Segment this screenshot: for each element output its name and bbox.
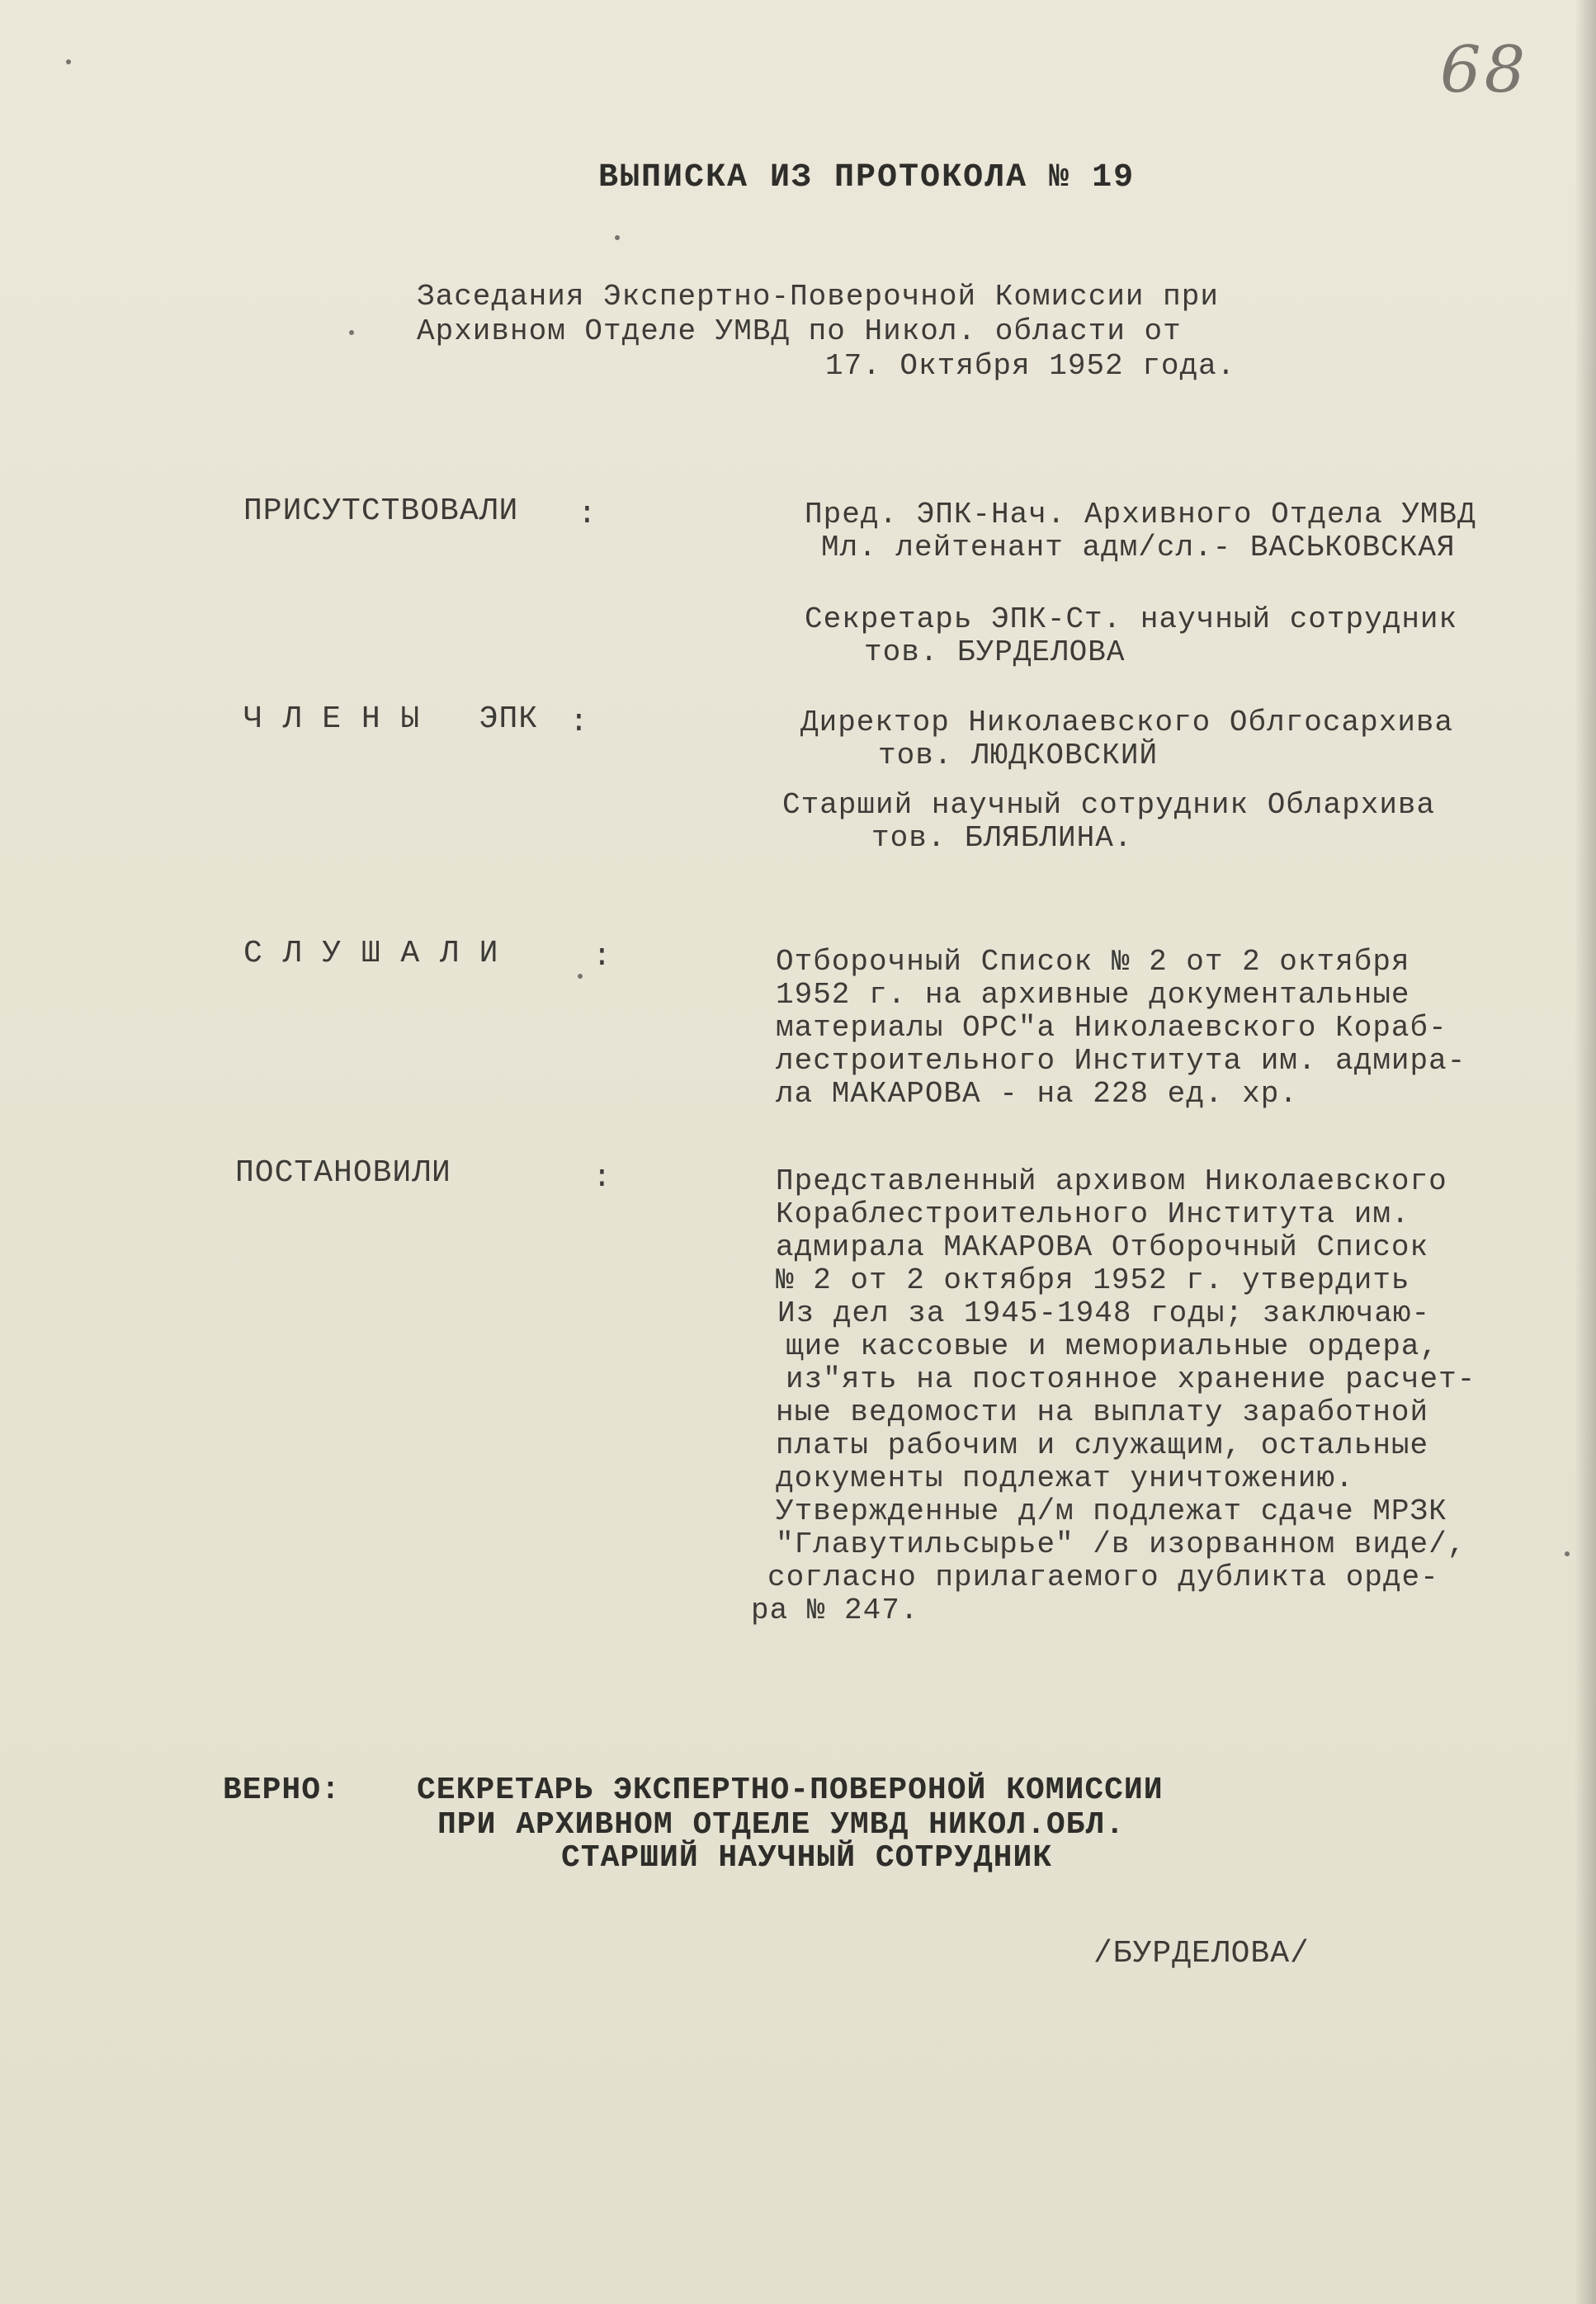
resolved-line: согласно прилагаемого дубликта орде-	[767, 1560, 1439, 1594]
heard-line: ла МАКАРОВА - на 228 ед. хр.	[776, 1077, 1298, 1111]
heard-line: лестроительного Института им. адмира-	[776, 1044, 1466, 1078]
heard-label: С Л У Ш А Л И	[243, 936, 499, 971]
resolved-colon: :	[593, 1160, 612, 1196]
chair-block	[805, 498, 1476, 564]
resolved-line: ные ведомости на выплату заработной	[776, 1395, 1429, 1429]
paper-speck	[349, 330, 354, 335]
resolved-line: ра № 247.	[751, 1593, 919, 1627]
members-label: Ч Л Е Н Ы ЭПК	[243, 701, 539, 737]
heard-line: 1952 г. на архивные документальные	[776, 978, 1410, 1012]
heard-colon: :	[593, 939, 612, 975]
certification-line-1: СЕКРЕТАРЬ ЭКСПЕРТНО-ПОВЕРОНОЙ КОМИССИИ	[417, 1773, 1164, 1808]
resolved-line: "Главутильсырье" /в изорванном виде/,	[776, 1527, 1466, 1561]
secretary-block	[805, 603, 1457, 669]
resolved-line: Утвержденные д/м подлежат сдаче МРЗК	[776, 1494, 1447, 1528]
present-colon: :	[578, 497, 597, 532]
member-2-block	[782, 789, 1435, 855]
member-1-block	[800, 706, 1453, 772]
secretary-line: Секретарь ЭПК-Ст. научный сотрудник	[805, 602, 1458, 636]
page-edge-shadow	[1575, 0, 1596, 2304]
resolved-line: платы рабочим и служащим, остальные	[776, 1428, 1429, 1462]
signature: /БУРДЕЛОВА/	[1093, 1936, 1310, 1971]
member-line: тов. БЛЯБЛИНА.	[871, 821, 1133, 855]
resolved-line: щие кассовые и мемориальные ордера,	[786, 1329, 1439, 1363]
paper-speck	[615, 235, 620, 240]
member-line: Старший научный сотрудник Облархива	[782, 788, 1436, 822]
page-number: 68	[1440, 33, 1529, 107]
heard-line: Отборочный Список № 2 от 2 октября	[776, 945, 1410, 979]
resolved-line: Кораблестроительного Института им.	[776, 1197, 1410, 1231]
chair-line: Мл. лейтенант адм/сл.- ВАСЬКОВСКАЯ	[821, 531, 1456, 564]
member-line: Директор Николаевского Облгосархива	[800, 706, 1454, 739]
heard-line: материалы ОРС"а Николаевского Кораб-	[776, 1011, 1447, 1045]
header-line-2: Архивном Отделе УМВД по Никол. области от	[417, 314, 1182, 348]
resolved-line: адмирала МАКАРОВА Отборочный Список	[776, 1230, 1429, 1264]
certification-line-2: ПРИ АРХИВНОМ ОТДЕЛЕ УМВД НИКОЛ.ОБЛ.	[437, 1807, 1126, 1843]
resolved-line: Представленный архивом Николаевского	[776, 1164, 1447, 1198]
member-line: тов. ЛЮДКОВСКИЙ	[878, 739, 1159, 772]
paper-speck	[578, 974, 583, 979]
document-title: ВЫПИСКА ИЗ ПРОТОКОЛА № 19	[598, 159, 1136, 196]
resolved-label: ПОСТАНОВИЛИ	[235, 1155, 451, 1191]
resolved-line: из"ять на постоянное хранение расчет-	[786, 1362, 1476, 1396]
header-line-1: Заседания Экспертно-Поверочной Комиссии при	[417, 280, 1219, 314]
resolved-line: Из дел за 1945-1948 годы; заключаю-	[777, 1296, 1431, 1330]
secretary-line: тов. БУРДЕЛОВА	[864, 635, 1126, 669]
header-line-3: 17. Октября 1952 года.	[825, 349, 1236, 383]
present-label: ПРИСУТСТВОВАЛИ	[243, 493, 519, 529]
certification-line-3: СТАРШИЙ НАУЧНЫЙ СОТРУДНИК	[561, 1840, 1053, 1876]
paper-speck	[66, 59, 71, 64]
chair-line: Пред. ЭПК-Нач. Архивного Отдела УМВД	[805, 498, 1476, 531]
heard-text	[776, 946, 1466, 1111]
resolved-text	[751, 1164, 1476, 1627]
resolved-line: документы подлежат уничтожению.	[776, 1461, 1354, 1495]
members-colon: :	[569, 705, 589, 740]
certification-label: ВЕРНО:	[223, 1773, 341, 1808]
paper-speck	[1565, 1551, 1570, 1556]
resolved-line: № 2 от 2 октября 1952 г. утвердить	[776, 1263, 1410, 1297]
